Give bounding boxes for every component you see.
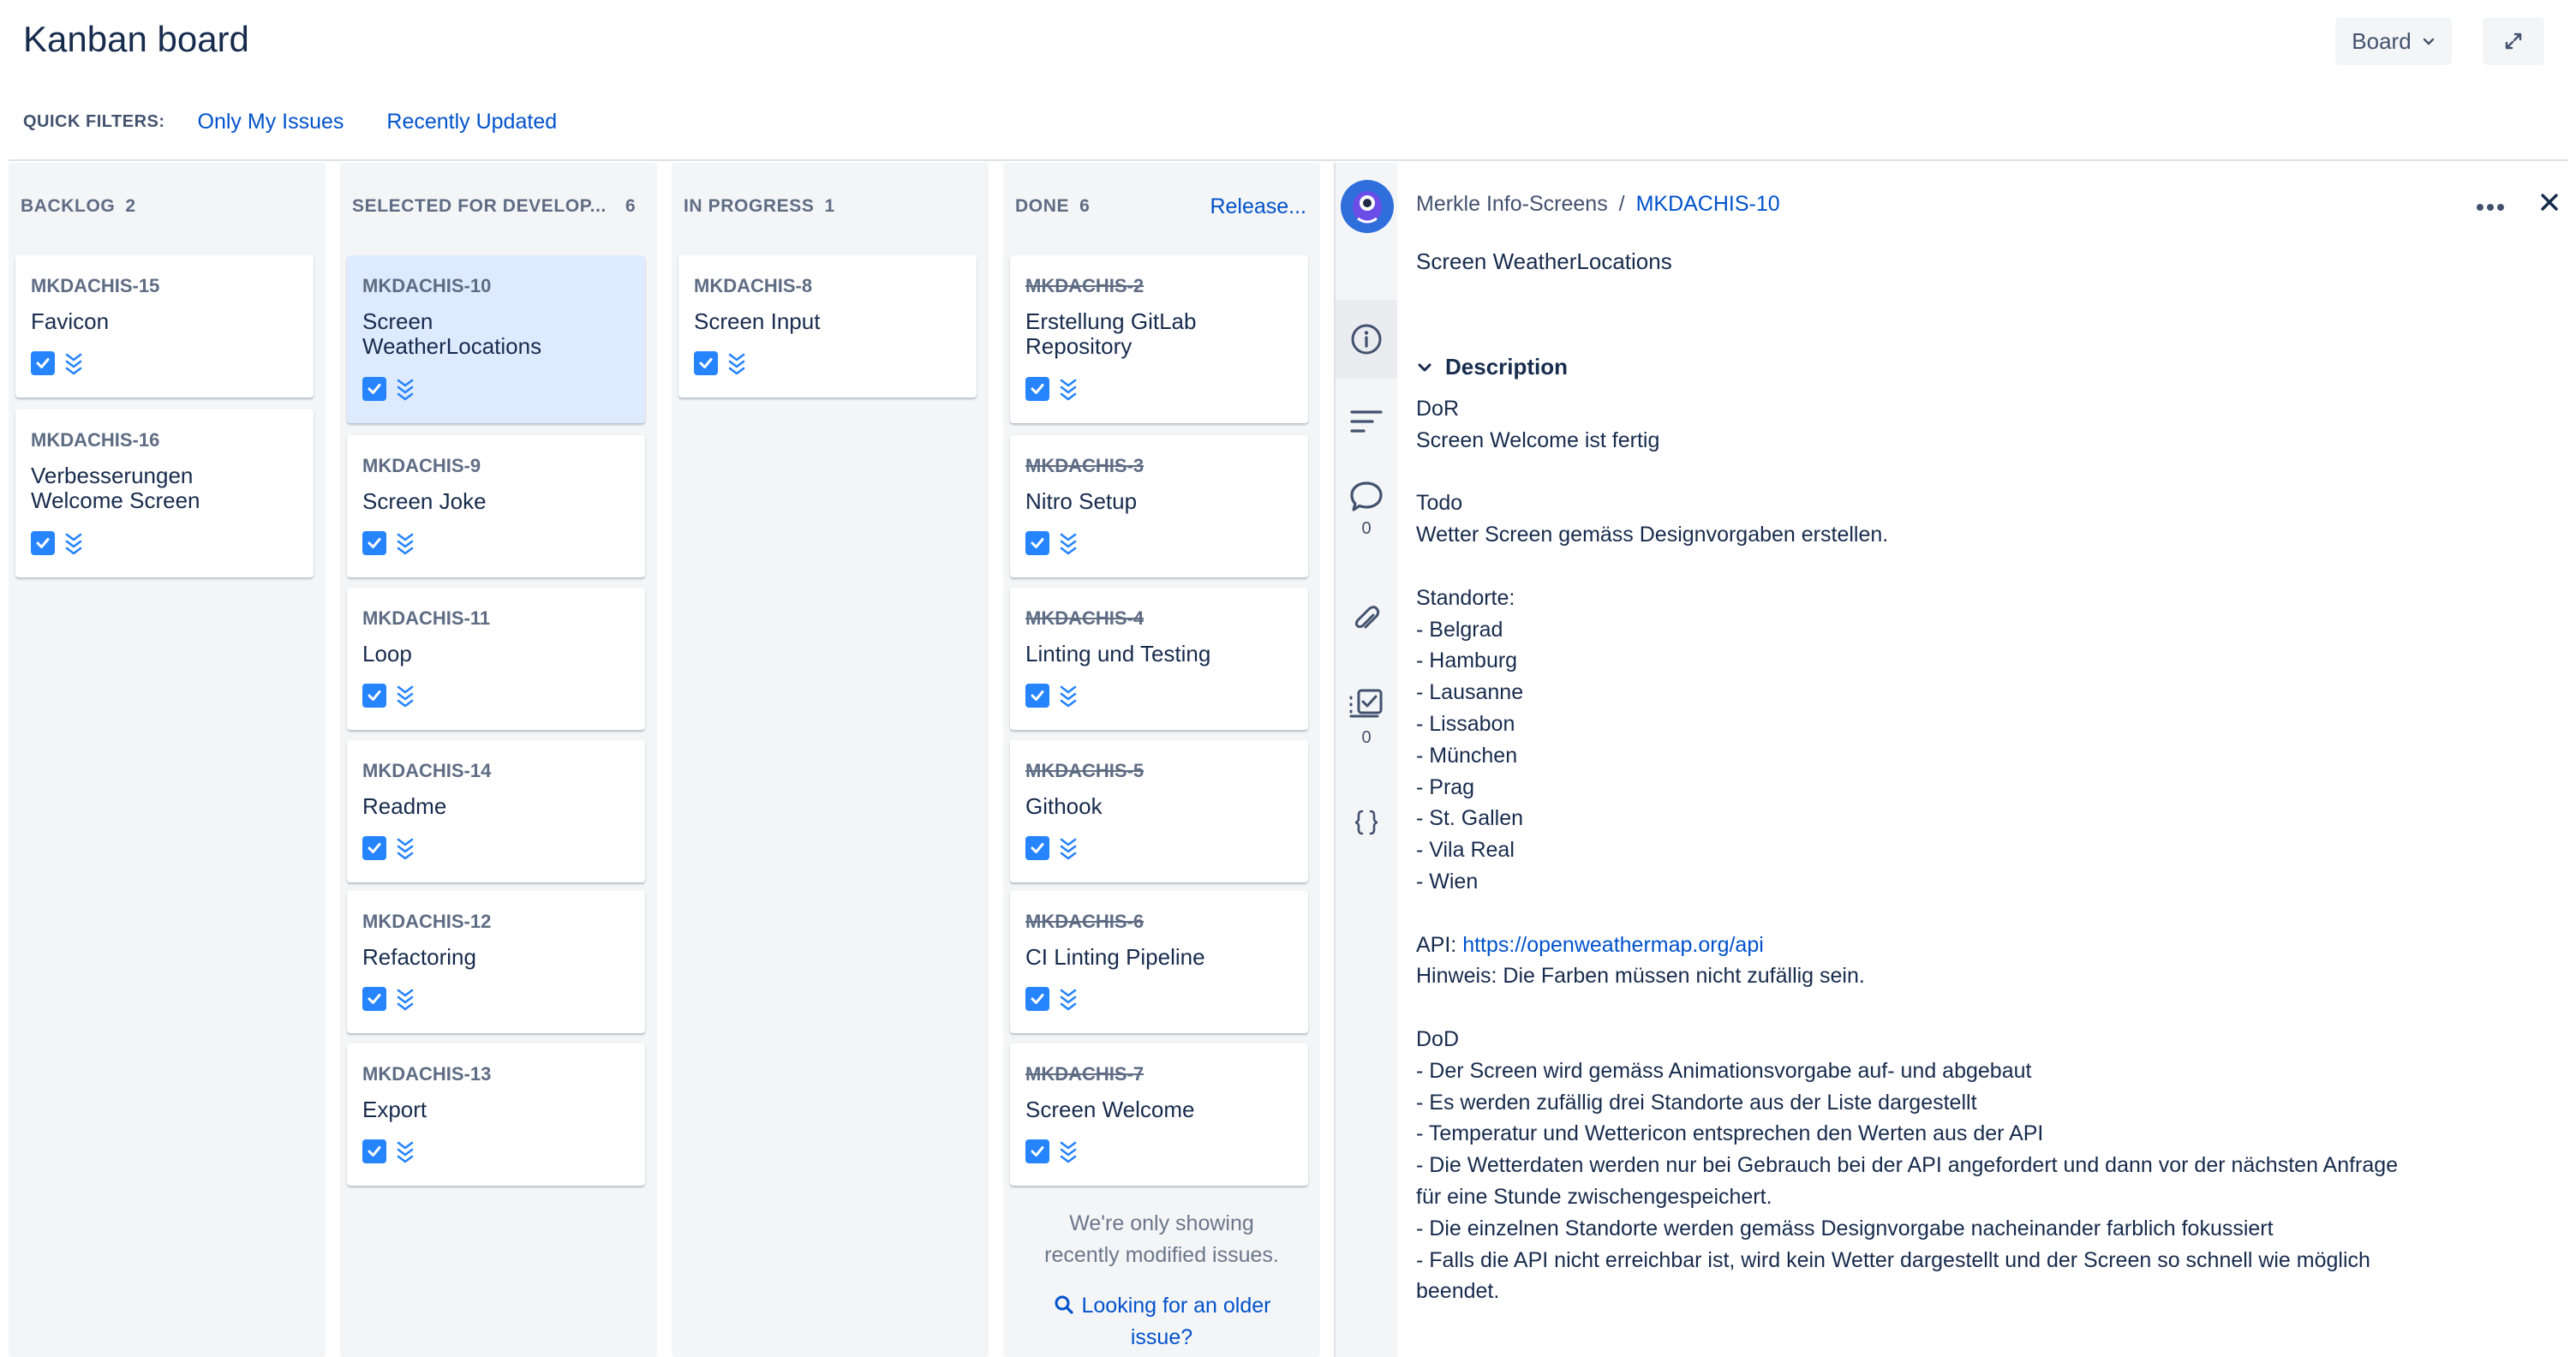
column-name: SELECTED FOR DEVELOP... [352,196,607,216]
issue-key: MKDACHIS-12 [362,911,492,932]
issue-breadcrumb [1416,192,1780,217]
priority-lowest-icon [1058,987,1079,1011]
quick-filter-recently-updated[interactable]: Recently Updated [386,109,558,134]
issue-key: MKDACHIS-4 [1025,607,1145,629]
more-actions-button[interactable] [2476,190,2505,219]
description-line: für eine Stunde zwischengespeichert. [1416,1184,1772,1209]
description-line: Todo [1416,491,1463,516]
checklist-count: 0 [1361,728,1372,747]
card-icons [362,531,415,555]
issue-title: Screen Input [694,308,821,334]
card-icons [362,377,415,401]
issue-title: Verbesserungen Welcome Screen [31,463,200,513]
column-count: 6 [1079,196,1090,216]
close-panel-button[interactable] [2536,188,2563,220]
column-selected-for-development [340,163,657,1357]
priority-lowest-icon [63,531,84,555]
issue-title: Favicon [31,308,110,334]
checkbox-icon [362,377,386,401]
issue-key: MKDACHIS-16 [31,429,160,451]
card-icons [1025,684,1079,708]
description-line: - Vila Real [1416,838,1515,863]
description-api-line [1416,930,2521,961]
project-avatar-icon [1345,184,1390,229]
checkbox-icon [362,684,386,708]
header-divider [9,159,2568,161]
card-icons [1025,1139,1079,1163]
description-line: - Temperatur und Wettericon entsprechen den Werten aus der API [1416,1121,2044,1146]
issue-card[interactable] [1010,1043,1308,1186]
card-icons [1025,987,1079,1011]
column-name: DONE [1015,196,1070,216]
issue-title: Loop [362,641,412,667]
checkbox-icon [362,1139,386,1163]
priority-lowest-icon [395,684,415,708]
issue-card[interactable] [15,255,314,398]
priority-lowest-icon [1058,531,1079,555]
card-icons [1025,836,1079,860]
issue-card[interactable] [347,1043,645,1186]
priority-lowest-icon [63,351,84,375]
priority-lowest-icon [395,987,415,1011]
issue-card[interactable] [347,740,645,882]
checklist-icon [1347,685,1386,723]
issue-card[interactable] [1010,435,1308,577]
older-issues-link-line [1003,1290,1320,1322]
board-dropdown-button[interactable] [2335,17,2452,65]
issue-card[interactable] [1010,588,1308,730]
priority-lowest-icon [395,836,415,860]
recent-issues-note [1003,1208,1320,1271]
comments-tab[interactable] [1336,480,1397,539]
developer-tab[interactable] [1336,801,1397,844]
checklist-tab[interactable] [1336,685,1397,748]
issue-key: MKDACHIS-8 [694,275,813,296]
issue-summary[interactable]: Screen WeatherLocations [1416,248,1672,274]
description-line: - Falls die API nicht erreichbar ist, wird kein Wetter dargestellt und der Screen so schnell wie möglich [1416,1247,2370,1272]
checkbox-icon [1025,377,1049,401]
priority-lowest-icon [1058,1139,1079,1163]
issue-card[interactable] [678,255,977,398]
issue-key: MKDACHIS-9 [362,455,481,476]
issue-title: Nitro Setup [1025,488,1138,514]
priority-lowest-icon [1058,836,1079,860]
description-line: - Wien [1416,869,1479,894]
issue-title: Screen WeatherLocations [362,308,542,359]
chevron-down-icon [2422,34,2436,48]
description-line: - Hamburg [1416,649,1518,673]
issue-card[interactable] [1010,740,1308,882]
description-line [1416,551,2521,583]
priority-lowest-icon [1058,377,1079,401]
api-link[interactable]: https://openweathermap.org/api [1462,932,1764,957]
issue-key: MKDACHIS-14 [362,760,492,781]
description-line: - Belgrad [1416,617,1503,642]
issue-key: MKDACHIS-15 [31,275,160,296]
comments-count: 0 [1361,519,1372,538]
description-line: DoD [1416,1026,1460,1051]
priority-lowest-icon [395,377,415,401]
checkbox-icon [362,987,386,1011]
column-name: IN PROGRESS [684,196,815,216]
issue-title: Export [362,1097,427,1122]
card-icons [362,836,415,860]
issue-card[interactable] [1010,891,1308,1033]
attachments-tab[interactable] [1336,595,1397,643]
description-line: Standorte: [1416,585,1515,610]
description-heading-label: Description [1445,354,1569,380]
quick-filters-bar [23,106,600,137]
quick-filter-only-my-issues[interactable]: Only My Issues [197,109,344,134]
description-line: - Die einzelnen Standorte werden gemäss Designvorgabe nacheinander farblich fokussiert [1416,1216,2274,1240]
older-issues-link[interactable] [1003,1290,1320,1354]
description-line: - Lissabon [1416,711,1515,736]
priority-lowest-icon [1058,684,1079,708]
close-icon [2536,188,2563,216]
board-button-label: Board [2352,27,2412,54]
checkbox-icon [362,531,386,555]
issue-card[interactable] [15,409,314,577]
card-icons [31,531,84,555]
description-line: Wetter Screen gemäss Designvorgaben erstellen. [1416,523,1889,547]
issue-title: Linting und Testing [1025,641,1211,667]
release-link[interactable]: Release... [1210,194,1306,218]
checkbox-icon [31,531,55,555]
issue-key: MKDACHIS-10 [362,275,492,296]
description-body[interactable] [1416,393,2521,1307]
more-horizontal-icon [2476,202,2505,212]
project-name[interactable]: Merkle Info-Screens [1416,192,1608,216]
issue-key: MKDACHIS-2 [1025,275,1145,296]
expand-button[interactable] [2483,17,2544,65]
code-braces-icon [1351,807,1382,838]
issue-card[interactable] [347,588,645,730]
recent-issues-note-line: recently modified issues. [1044,1243,1279,1267]
page-title: Kanban board [23,19,249,59]
issue-title: Refactoring [362,944,476,970]
column-header [352,194,648,219]
checkbox-icon [1025,1139,1049,1163]
description-line: - St. Gallen [1416,806,1524,831]
issue-title: CI Linting Pipeline [1025,944,1205,970]
description-line: - Die Wetterdaten werden nur bei Gebrauch bei der API angefordert und dann vor der nächsten Anfrage [1416,1153,2399,1178]
comment-icon [1348,480,1384,514]
info-icon [1349,322,1384,356]
issue-key: MKDACHIS-13 [362,1063,492,1085]
checkbox-icon [1025,987,1049,1011]
card-icons [1025,531,1079,555]
checkbox-icon [694,351,718,375]
card-icons [362,1139,415,1163]
issue-title: Readme [362,793,447,819]
priority-lowest-icon [726,351,747,375]
quick-filters-label: QUICK FILTERS: [23,111,165,131]
search-icon [1053,1294,1075,1316]
issue-key: MKDACHIS-6 [1025,911,1145,932]
description-line: - Der Screen wird gemäss Animationsvorgabe auf- und abgebaut [1416,1058,2032,1083]
column-count: 2 [125,196,136,216]
paperclip-icon [1350,603,1383,636]
breadcrumb-separator: / [1618,192,1625,216]
description-line: - Lausanne [1416,680,1524,705]
checkbox-icon [1025,684,1049,708]
issue-key-link[interactable]: MKDACHIS-10 [1635,192,1780,216]
column-count: 6 [625,196,636,216]
card-icons [31,351,84,375]
issue-key: MKDACHIS-7 [1025,1063,1145,1085]
issue-key: MKDACHIS-3 [1025,455,1145,476]
checkbox-icon [31,351,55,375]
description-line: beendet. [1416,1279,1500,1304]
card-icons [1025,377,1079,401]
checkbox-icon [1025,836,1049,860]
description-line [1416,992,2521,1024]
description-line: Hinweis: Die Farben müssen nicht zufällig sein. [1416,964,1865,989]
issue-key: MKDACHIS-11 [362,607,491,629]
description-heading[interactable] [1416,354,1568,380]
activity-lines-icon [1349,406,1384,437]
api-label: API: [1416,932,1463,957]
issue-key: MKDACHIS-5 [1025,760,1145,781]
description-line: DoR [1416,397,1460,421]
older-issues-text: Looking for an older [1081,1294,1271,1318]
description-line: Screen Welcome ist fertig [1416,427,1660,452]
issue-title: Screen Joke [362,488,487,514]
issue-card[interactable] [347,435,645,577]
issue-panel-sidebar [1336,163,1397,1357]
issue-title: Screen Welcome [1025,1097,1195,1122]
issue-card[interactable] [347,891,645,1033]
column-in-progress [672,163,989,1357]
chevron-down-icon [1416,359,1433,376]
details-tab[interactable] [1336,300,1397,379]
description-line: - Es werden zufällig drei Standorte aus der Liste dargestellt [1416,1090,1977,1115]
column-header [21,194,317,219]
issue-card[interactable] [1010,255,1308,423]
column-header [1015,194,1312,219]
project-avatar [1341,180,1394,233]
priority-lowest-icon [395,1139,415,1163]
column-header [684,194,980,219]
card-icons [694,351,747,375]
activity-tab[interactable] [1336,396,1397,447]
older-issues-link-line: issue? [1130,1325,1193,1349]
recent-issues-note-line: We're only showing [1069,1211,1254,1235]
checkbox-icon [362,836,386,860]
column-done [1003,163,1320,1357]
issue-card-selected[interactable] [347,255,645,423]
description-line: - Prag [1416,774,1475,799]
issue-title: Githook [1025,793,1103,819]
priority-lowest-icon [395,531,415,555]
description-line: - München [1416,743,1518,768]
description-line [1416,898,2521,930]
column-name: BACKLOG [21,196,116,216]
card-icons [362,987,415,1011]
column-backlog [9,163,326,1357]
expand-icon [2501,29,2525,53]
column-count: 1 [824,196,835,216]
description-line [1416,457,2521,488]
card-icons [362,684,415,708]
checkbox-icon [1025,531,1049,555]
issue-title: Erstellung GitLab Repository [1025,308,1197,359]
